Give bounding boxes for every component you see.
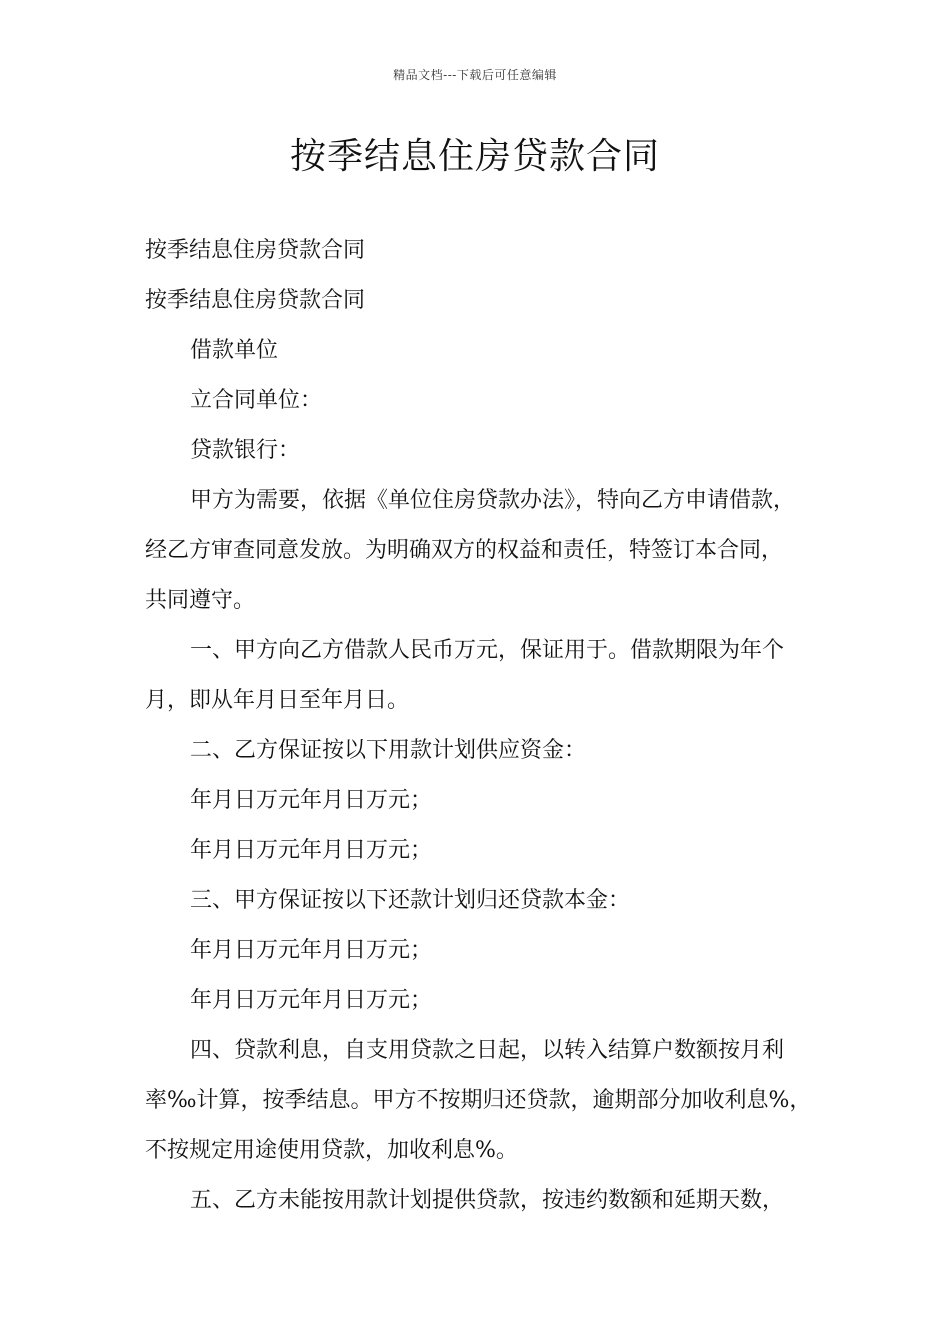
text-line-4: 立合同单位： (190, 388, 323, 413)
text-line-10: 月，即从年月日至年月日。 (145, 688, 410, 713)
text-line-5: 贷款银行： (190, 438, 301, 463)
text-line-14: 三、甲方保证按以下还款计划归还贷款本金： (190, 888, 631, 913)
text-line-6: 甲方为需要，依据《单位住房贷款办法》，特向乙方申请借款， (190, 488, 796, 513)
document-body (145, 226, 825, 1226)
text-line-9: 一、甲方向乙方借款人民币万元，保证用于。借款期限为年个 (190, 638, 785, 663)
text-line-12: 年月日万元年月日万元； (190, 788, 433, 813)
text-line-11: 二、乙方保证按以下用款计划供应资金： (190, 738, 587, 763)
text-line-17: 四、贷款利息，自支用贷款之日起，以转入结算户数额按月利 (190, 1038, 785, 1063)
page-header: 精品文档---下载后可任意编辑 (393, 68, 557, 82)
document-title: 按季结息住房贷款合同 (289, 136, 660, 177)
text-line-2: 按季结息住房贷款合同 (145, 288, 366, 313)
text-line-16: 年月日万元年月日万元； (190, 988, 433, 1013)
text-line-7: 经乙方审查同意发放。为明确双方的权益和责任，特签订本合同， (145, 538, 784, 563)
text-line-13: 年月日万元年月日万元； (190, 838, 433, 863)
text-line-19: 不按规定用途使用贷款，加收利息%。 (145, 1138, 518, 1163)
text-line-20: 五、乙方未能按用款计划提供贷款，按违约数额和延期天数， (190, 1188, 785, 1213)
text-line-1: 按季结息住房贷款合同 (145, 238, 366, 263)
text-line-3: 借款单位 (190, 338, 279, 363)
text-line-18: 率‰计算，按季结息。甲方不按期归还贷款，逾期部分加收利息%， (145, 1088, 812, 1113)
text-line-8: 共同遵守。 (145, 588, 256, 613)
text-line-15: 年月日万元年月日万元； (190, 938, 433, 963)
